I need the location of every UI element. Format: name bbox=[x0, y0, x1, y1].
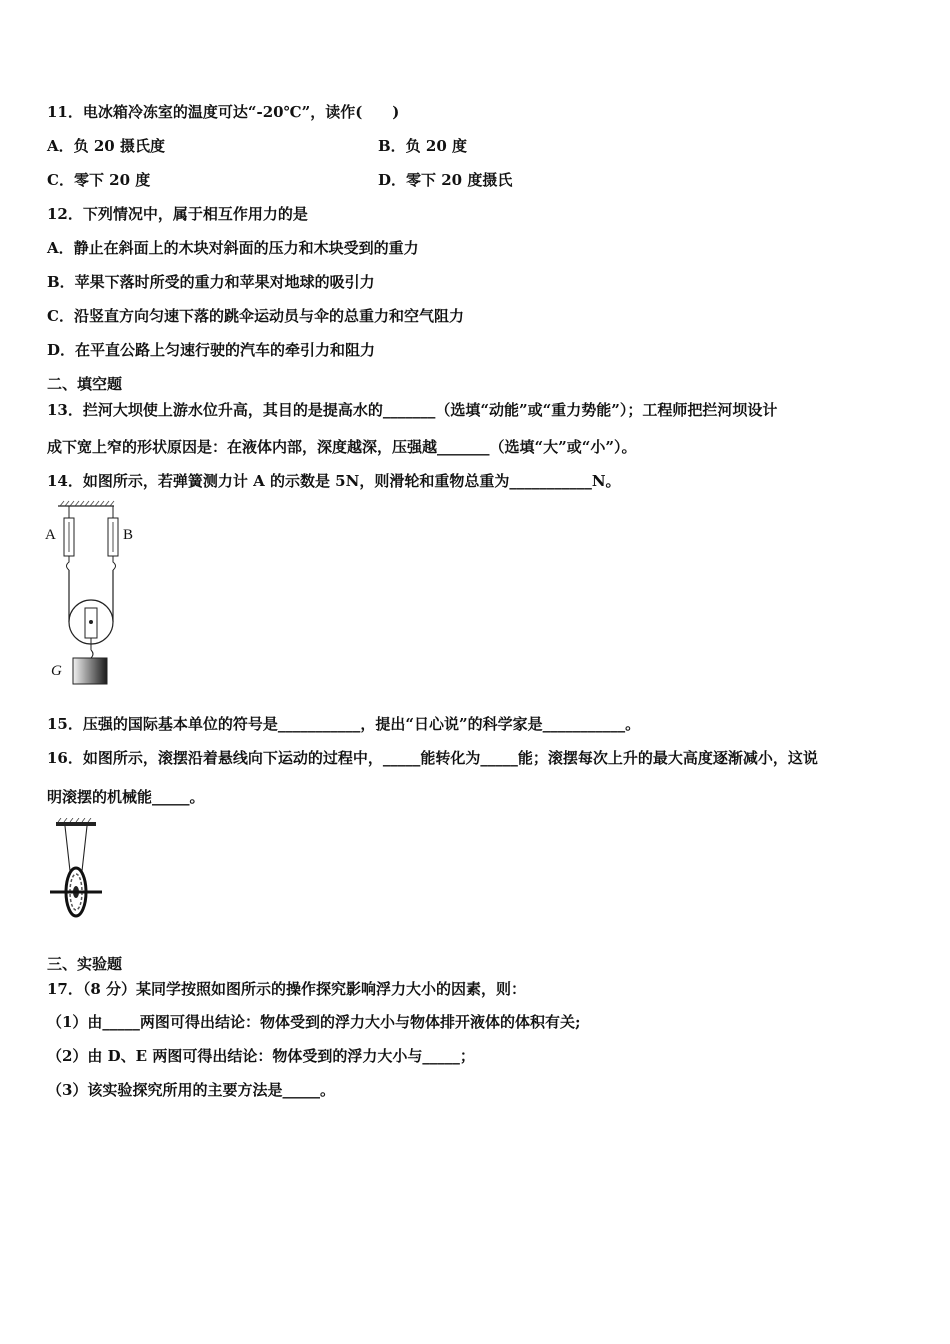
label-b: B bbox=[123, 527, 134, 543]
q15-stem: 15．压强的国际基本单位的符号是___________，提出“日心说”的科学家是___________。 bbox=[47, 715, 641, 733]
roll-pendulum-diagram bbox=[44, 818, 108, 926]
q17-part3: （3）该实验探究所用的主要方法是_____。 bbox=[47, 1081, 335, 1099]
q11-option-d: D．零下 20 度摄氏 bbox=[378, 171, 513, 189]
q17-part2: （2）由 D、E 两图可得出结论：物体受到的浮力大小与_____； bbox=[47, 1047, 475, 1065]
q16-line2: 明滚摆的机械能_____。 bbox=[47, 788, 205, 806]
q11-option-c: C．零下 20 度 bbox=[47, 171, 151, 189]
spring-scale-b bbox=[108, 506, 118, 570]
spring-scale-a bbox=[64, 506, 74, 570]
ceiling-hatch bbox=[58, 501, 114, 506]
q12-option-c: C．沿竖直方向匀速下落的跳伞运动员与伞的总重力和空气阻力 bbox=[47, 307, 464, 325]
q17-stem: 17．（8 分）某同学按照如图所示的操作探究影响浮力大小的因素，则： bbox=[47, 980, 527, 998]
label-g: G bbox=[51, 663, 62, 679]
q13-line1: 13．拦河大坝使上游水位升高，其目的是提高水的_______（选填“动能”或“重力势能”）；工程师把拦河坝设计 bbox=[47, 401, 778, 419]
q12-stem: 12．下列情况中，属于相互作用力的是 bbox=[47, 205, 308, 223]
q11-option-b: B．负 20 度 bbox=[378, 137, 467, 155]
label-a: A bbox=[45, 527, 56, 543]
q12-option-a: A．静止在斜面上的木块对斜面的压力和木块受到的重力 bbox=[47, 239, 419, 257]
q13-line2: 成下宽上窄的形状原因是：在液体内部，深度越深，压强越_______（选填“大”或“小”）。 bbox=[47, 438, 637, 456]
q16-line1: 16．如图所示，滚摆沿着悬线向下运动的过程中，_____能转化为_____能；滚摆每次上升的最大高度逐渐减小，这说 bbox=[47, 749, 818, 767]
section-experiment-heading: 三、实验题 bbox=[47, 955, 123, 973]
q11-option-a: A．负 20 摄氏度 bbox=[47, 137, 165, 155]
q12-option-d: D．在平直公路上匀速行驶的汽车的牵引力和阻力 bbox=[47, 341, 376, 359]
movable-pulley bbox=[69, 600, 113, 658]
section-fill-in-heading: 二、填空题 bbox=[47, 375, 123, 393]
q17-part1: （1）由_____两图可得出结论：物体受到的浮力大小与物体排开液体的体积有关; bbox=[47, 1013, 581, 1031]
q11-stem: 11．电冰箱冷冻室的温度可达“-20℃”，读作( ) bbox=[47, 103, 400, 121]
q12-option-b: B．苹果下落时所受的重力和苹果对地球的吸引力 bbox=[47, 273, 375, 291]
q14-stem: 14．如图所示，若弹簧测力计 A 的示数是 5N，则滑轮和重物总重为___________N。 bbox=[47, 472, 621, 490]
pendulum-frame-bar bbox=[56, 822, 96, 826]
weight-block bbox=[73, 658, 107, 684]
